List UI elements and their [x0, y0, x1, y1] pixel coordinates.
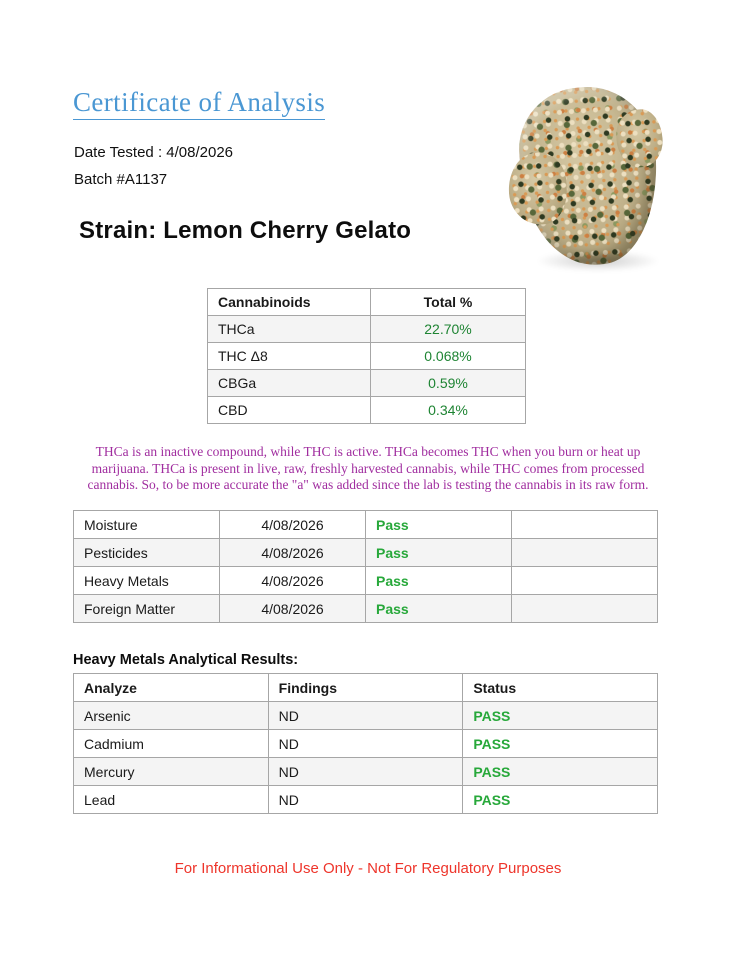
- cannabinoids-table: [207, 288, 526, 424]
- analyte-finding: ND: [268, 730, 463, 758]
- batch-number-line: Batch #A1137: [74, 171, 168, 188]
- table-row: [74, 758, 658, 786]
- table-row: [74, 539, 658, 567]
- col-header-analyze: Analyze: [74, 674, 269, 702]
- empty-cell: [512, 539, 658, 567]
- cannabinoid-name: CBGa: [208, 370, 371, 397]
- thca-explanation-note: THCa is an inactive compound, while THC is active. THCa becomes THC when you burn or heat up marijuana. THCa is present in live, raw, freshly harvested cannabis, while THC comes from processed cannabis. So, to be more accurate the "a" was added since the lab is testing the cannabis in its raw form.: [87, 444, 649, 492]
- cannabinoid-name: THCa: [208, 316, 371, 343]
- test-result: Pass: [366, 567, 512, 595]
- col-header-findings: Findings: [268, 674, 463, 702]
- table-row: [208, 316, 526, 343]
- analyte-finding: ND: [268, 702, 463, 730]
- table-row: [74, 702, 658, 730]
- table-row: [208, 343, 526, 370]
- analyte-name: Arsenic: [74, 702, 269, 730]
- test-result: Pass: [366, 595, 512, 623]
- analyte-finding: ND: [268, 786, 463, 814]
- analyte-status: PASS: [463, 758, 658, 786]
- cannabinoid-value: 0.34%: [371, 397, 526, 424]
- test-date: 4/08/2026: [220, 511, 366, 539]
- cannabinoid-name: THC Δ8: [208, 343, 371, 370]
- test-result: Pass: [366, 539, 512, 567]
- cannabis-bud-photo: [515, 82, 663, 269]
- test-name: Heavy Metals: [74, 567, 220, 595]
- table-row: [74, 567, 658, 595]
- cannabinoid-value: 22.70%: [371, 316, 526, 343]
- date-tested-line: Date Tested : 4/08/2026: [74, 144, 234, 161]
- test-name: Moisture: [74, 511, 220, 539]
- col-header-total-pct: Total %: [371, 289, 526, 316]
- analyte-name: Lead: [74, 786, 269, 814]
- heavy-metals-table: [73, 673, 658, 814]
- col-header-cannabinoids: Cannabinoids: [208, 289, 371, 316]
- analyte-status: PASS: [463, 730, 658, 758]
- heavy-metals-heading: Heavy Metals Analytical Results:: [73, 652, 299, 668]
- table-row: [74, 595, 658, 623]
- analyte-status: PASS: [463, 702, 658, 730]
- empty-cell: [512, 595, 658, 623]
- table-row: [208, 370, 526, 397]
- test-date: 4/08/2026: [220, 539, 366, 567]
- analyte-status: PASS: [463, 786, 658, 814]
- table-row: [74, 730, 658, 758]
- table-row: [208, 397, 526, 424]
- table-row: [74, 511, 658, 539]
- test-name: Pesticides: [74, 539, 220, 567]
- table-row: [74, 786, 658, 814]
- cannabinoid-value: 0.59%: [371, 370, 526, 397]
- photo-shadow: [534, 250, 662, 272]
- empty-cell: [512, 511, 658, 539]
- analyte-name: Cadmium: [74, 730, 269, 758]
- empty-cell: [512, 567, 658, 595]
- cannabinoid-value: 0.068%: [371, 343, 526, 370]
- test-name: Foreign Matter: [74, 595, 220, 623]
- strain-heading: Strain: Lemon Cherry Gelato: [79, 217, 412, 244]
- heavy-metals-header-row: [74, 674, 658, 702]
- analyte-name: Mercury: [74, 758, 269, 786]
- test-date: 4/08/2026: [220, 567, 366, 595]
- test-date: 4/08/2026: [220, 595, 366, 623]
- analyte-finding: ND: [268, 758, 463, 786]
- screening-results-table: [73, 510, 658, 623]
- cannabinoids-header-row: [208, 289, 526, 316]
- cannabinoid-name: CBD: [208, 397, 371, 424]
- col-header-status: Status: [463, 674, 658, 702]
- disclaimer-footer: For Informational Use Only - Not For Regulatory Purposes: [174, 860, 562, 877]
- test-result: Pass: [366, 511, 512, 539]
- page-title: Certificate of Analysis: [73, 88, 325, 120]
